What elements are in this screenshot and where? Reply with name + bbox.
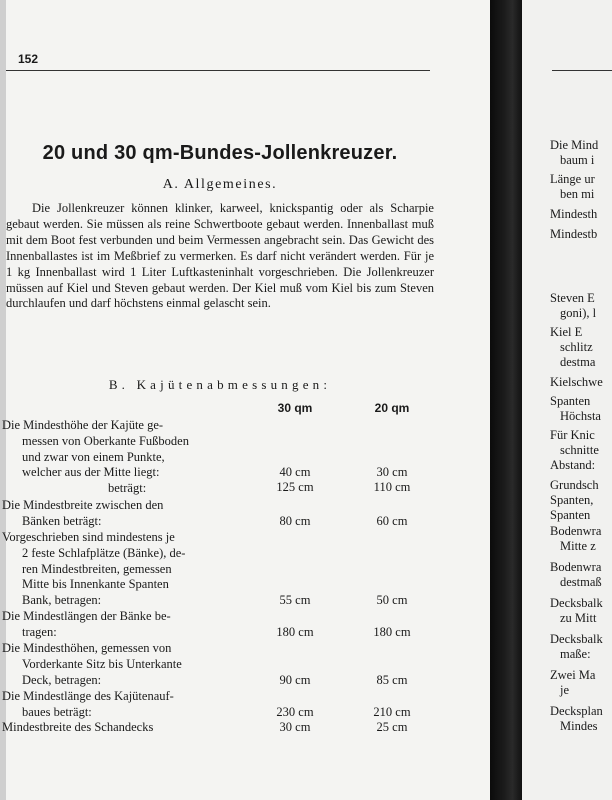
section-b-heading: B. Kajütenabmessungen: — [108, 377, 332, 392]
right-page-text-line: Grundsch — [550, 478, 599, 492]
right-page-text-line: Mindes — [560, 719, 598, 733]
right-page-text-line: Mitte z — [560, 539, 596, 553]
right-page-text-line: destma — [560, 355, 596, 369]
table-cell-30qm: 55 cm — [279, 593, 311, 607]
section-a-paragraph: Die Jollenkreuzer können klinker, karweel, knickspantig oder als Scharpie gebaut werden. Sie müssen als reine Schwertboote gebaut werden. Innenballast muß mit dem Boot fest verbunden und beim Vermessen angebracht sein. Das Gewicht des Innenballastes ist im Meßbrief zu vermerken. Es darf nicht verändert werden. Für je 1 kg Innenballast wird 1 Liter Luftkasteninhalt vorgeschrieben. Die Jollenkreuzer müssen auf Kiel und Steven gebaut werden. Der Kiel muß vom Kiel bis zum Steven durchlaufen und darf höchstens einmal gelascht sein. — [6, 201, 434, 311]
right-page-text-line: Bodenwra — [550, 560, 602, 574]
right-page-text-line: zu Mitt — [560, 611, 597, 625]
right-page-text-line: Decksbalk — [550, 632, 603, 646]
right-page-text-line: goni), l — [560, 306, 597, 320]
table-row-label: Die Mindestlängen der Bänke be- tragen: — [2, 609, 171, 639]
column-header-30qm: 30 qm — [277, 401, 313, 415]
table-cell-30qm: 180 cm — [276, 625, 314, 639]
right-page-text-line: maße: — [560, 647, 591, 661]
right-page-text-line: destmaß — [560, 575, 602, 589]
table-cell-20qm: 210 cm — [373, 705, 411, 719]
table-row-label: Vorgeschrieben sind mindestens je 2 feste Schlafplätze (Bänke), de- ren Mindestbreiten, gemessen Mitte bis Innenkante Spanten Bank, betragen: — [2, 530, 186, 608]
table-cell-30qm: 125 cm — [276, 480, 314, 494]
right-page-text-line: Kiel E — [550, 325, 583, 339]
table-row-label: Die Mindesthöhen, gemessen von Vorderkante Sitz bis Unterkante Deck, betragen: — [2, 641, 182, 687]
table-cell-20qm: 30 cm — [376, 465, 408, 479]
table-cell-20qm: 180 cm — [373, 625, 411, 639]
right-page-text-line: Spanten — [550, 394, 591, 408]
right-page-text-line: Kielschwe — [550, 375, 603, 389]
right-page-text-line: ben mi — [560, 187, 595, 201]
right-page-text-line: Höchsta — [560, 409, 601, 423]
page-title: 20 und 30 qm-Bundes-Jollenkreuzer. — [42, 142, 398, 164]
table-row-label: Die Mindestbreite zwischen den Bänken beträgt: — [2, 498, 164, 528]
table-cell-30qm: 230 cm — [276, 705, 314, 719]
table-row-label: Die Mindestlänge des Kajütenauf- baues beträgt: — [2, 689, 174, 719]
right-page-text-line: Mindestb — [550, 227, 598, 241]
right-page-text-line: Spanten — [550, 508, 591, 522]
table-cell-30qm: 90 cm — [279, 673, 311, 687]
table-cell-20qm: 110 cm — [373, 480, 411, 494]
table-cell-20qm: 50 cm — [376, 593, 408, 607]
table-cell-30qm: 30 cm — [279, 720, 311, 734]
header-rule — [552, 70, 612, 71]
right-page-text-line: Abstand: — [550, 458, 596, 472]
right-page-text-line: Steven E — [550, 291, 595, 305]
table-row-label: Die Mindesthöhe der Kajüte ge- messen von Oberkante Fußboden und zwar von einem Punkte, welcher aus der Mitte liegt: beträgt: — [2, 418, 189, 496]
section-a-heading: A. Allgemeines. — [162, 177, 278, 192]
right-book-page — [522, 0, 612, 800]
column-header-20qm: 20 qm — [374, 401, 410, 415]
right-page-text-line: Für Knic — [550, 428, 595, 442]
right-page-text-line: je — [560, 683, 570, 697]
right-page-text-line: schnitte — [560, 443, 599, 457]
table-cell-20qm: 25 cm — [376, 720, 408, 734]
table-cell-20qm: 85 cm — [376, 673, 408, 687]
right-page-text-line: Spanten, — [550, 493, 594, 507]
table-cell-30qm: 40 cm — [279, 465, 311, 479]
right-page-text-line: Decksbalk — [550, 596, 603, 610]
book-gutter — [490, 0, 522, 800]
right-page-text-line: baum i — [560, 153, 595, 167]
page-number: 152 — [18, 52, 39, 66]
right-page-text-line: Decksplan — [550, 704, 603, 718]
header-rule — [6, 70, 430, 71]
right-page-text-line: Bodenwra — [550, 524, 602, 538]
table-row-label: Mindestbreite des Schandecks — [2, 720, 154, 734]
right-page-text-line: Länge ur — [550, 172, 595, 186]
right-page-text-line: Mindesth — [550, 207, 598, 221]
right-page-text-line: Zwei Ma — [550, 668, 596, 682]
table-cell-30qm: 80 cm — [279, 514, 311, 528]
right-page-text-line: Die Mind — [550, 138, 599, 152]
right-page-text-line: schlitz — [560, 340, 593, 354]
table-cell-20qm: 60 cm — [376, 514, 408, 528]
